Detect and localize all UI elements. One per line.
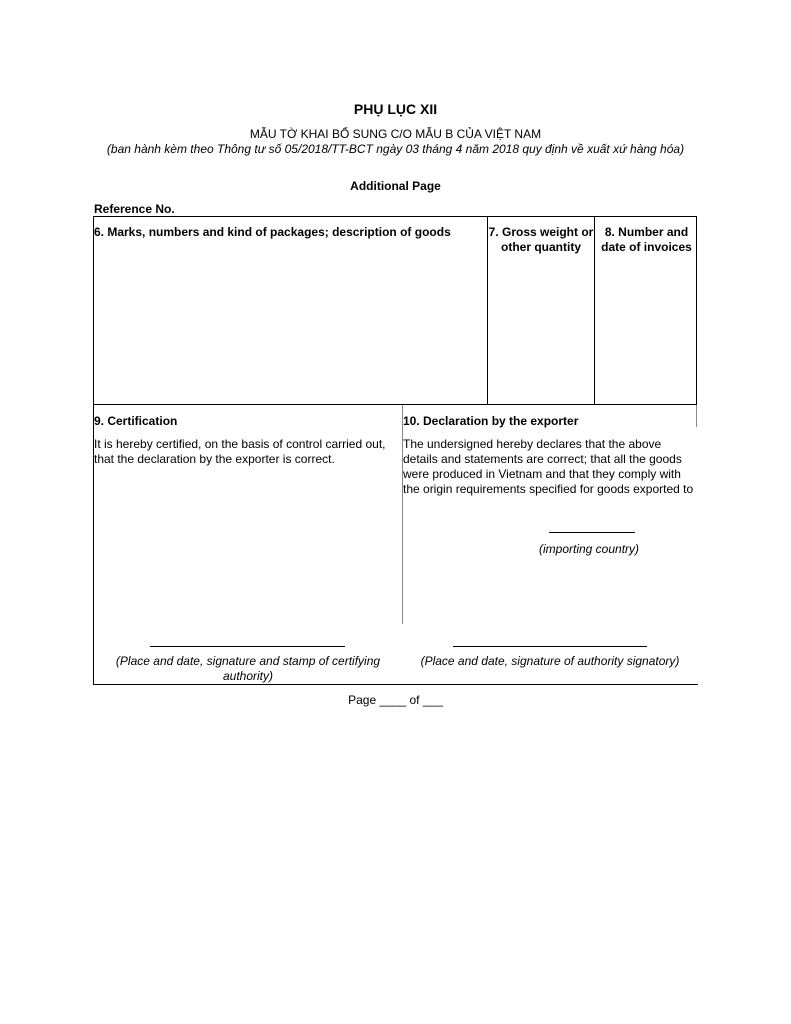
lower-section-bottom-border [93, 684, 698, 685]
exporter-signature-line [453, 646, 647, 647]
page-number: Page ____ of ___ [348, 693, 443, 707]
goods-table [93, 216, 697, 405]
document-subtitle: MẪU TỜ KHAI BỔ SUNG C/O MẪU B CỦA VIỆT NAM [249, 127, 542, 141]
column-8-header: 8. Number and date of invoices [601, 225, 692, 254]
issued-note: (ban hành kèm theo Thông tư số 05/2018/TT-BCT ngày 03 tháng 4 năm 2018 quy định về xuất xứ hàng hóa) [106, 142, 685, 156]
declaration-text: The undersigned hereby declares that the above details and statements are correct; that all the goods were produced in Vietnam and that they comply with the origin requirements specified for goods exported to [403, 437, 694, 496]
importing-country-line [549, 532, 635, 533]
declaration-title: 10. Declaration by the exporter [403, 414, 579, 428]
additional-page-heading: Additional Page [350, 179, 441, 193]
certification-text: It is hereby certified, on the basis of control carried out, that the declaration by the exporter is correct. [94, 437, 386, 466]
right-border-stub [696, 405, 697, 427]
certifying-signature-line [150, 646, 345, 647]
reference-number-label: Reference No. [94, 202, 175, 216]
exporter-signature-caption: (Place and date, signature of authority signatory) [420, 654, 680, 668]
document-title: PHỤ LỤC XII [353, 101, 438, 117]
column-6-header: 6. Marks, numbers and kind of packages; description of goods [94, 225, 451, 239]
goods-table-divider [594, 217, 595, 404]
importing-country-caption: (importing country) [539, 542, 640, 556]
column-7-header: 7. Gross weight or other quantity [488, 225, 594, 254]
certification-title: 9. Certification [94, 414, 178, 428]
certifying-signature-caption: (Place and date, signature and stamp of certifying authority) [115, 654, 381, 683]
